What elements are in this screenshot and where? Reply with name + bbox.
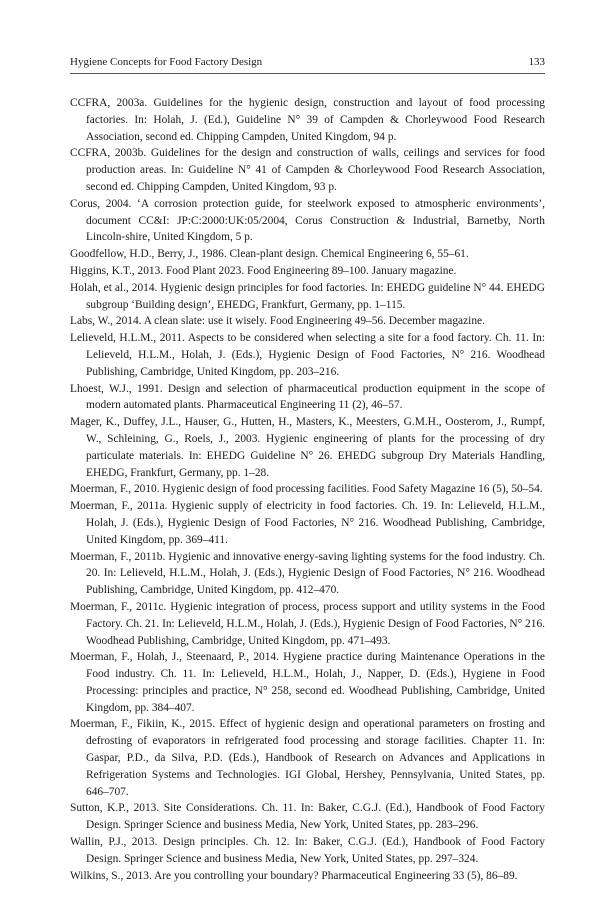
reference-item: Mager, K., Duffey, J.L., Hauser, G., Hutten, H., Masters, K., Meesters, G.M.H., Oosterom, J., Rumpf, W., Schleining, G., Roels, J., 2003. Hygienic engineering of plants for the processing of dry particulate materials. In: EHEDG Guideline N° 26. EHEDG subgroup Dry Materials Handling, EHEDG, Frankfurt, Germany, pp. 1–28. xyxy=(70,416,545,479)
chapter-title: Hygiene Concepts for Food Factory Design xyxy=(70,56,263,68)
page-number: 133 xyxy=(528,56,545,68)
reference-item: Goodfellow, H.D., Berry, J., 1986. Clean-plant design. Chemical Engineering 6, 55–61. xyxy=(70,248,469,261)
reference-item: Moerman, F., 2010. Hygienic design of food processing facilities. Food Safety Magazine 16 (5), 50–54. xyxy=(70,483,543,496)
reference-item: Labs, W., 2014. A clean slate: use it wisely. Food Engineering 49–56. December magazine. xyxy=(70,315,485,328)
reference-item: Moerman, F., Fikiin, K., 2015. Effect of hygienic design and operational parameters on frosting and defrosting of evaporators in refrigerated food processing and storage facilities. Chapter 11. In: Gaspar, P.D., da Silva, P.D. (Eds.), Handbook of Research on Advances and Applications in Refrigeration Systems and Technologies. IGI Global, Hershey, Pennsylvania, United States, pp. 646–707. xyxy=(70,718,545,798)
reference-item: Wilkins, S., 2013. Are you controlling your boundary? Pharmaceutical Engineering 33 (5), 86–89. xyxy=(70,869,518,882)
reference-item: Moerman, F., 2011c. Hygienic integration of process, process support and utility systems in the Food Factory. Ch. 21. In: Lelieveld, H.L.M., Holah, J. (Eds.), Hygienic Design of Food Factories, N° 216. Woodhead Publishing, Cambridge, United Kingdom, pp. 471–493. xyxy=(70,600,545,647)
reference-item: Lhoest, W.J., 1991. Design and selection of pharmaceutical production equipment in the scope of modern automated plants. Pharmaceutical Engineering 11 (2), 46–57. xyxy=(70,382,545,412)
header-rule xyxy=(70,73,545,74)
reference-item: Lelieveld, H.L.M., 2011. Aspects to be considered when selecting a site for a food factory. Ch. 11. In: Lelieveld, H.L.M., Holah, J. (Eds.), Hygienic Design of Food Factories, N° 216. Woodhead Publishing, Cambridge, United Kingdom, pp. 203–216. xyxy=(70,332,545,378)
running-header xyxy=(70,55,545,73)
reference-item: Moerman, F., 2011b. Hygienic and innovative energy-saving lighting systems for the food industry. Ch. 20. In: Lelieveld, H.L.M., Holah, J. (Eds.), Hygienic Design of Food Factories, N° 216. Woodhead Publishing, Cambridge, United Kingdom, pp. 412–470. xyxy=(70,550,545,597)
reference-item: Moerman, F., Holah, J., Steenaard, P., 2014. Hygiene practice during Maintenance Operations in the Food industry. Ch. 11. In: Lelieveld, H.L.M., Holah, J., Napper, D. (Eds.), Hygiene in Food Processing: principles and practice, N° 258, second ed. Woodhead Publishing, Cambridge, United Kingdom, pp. 384–407. xyxy=(70,651,545,714)
reference-item: CCFRA, 2003a. Guidelines for the hygienic design, construction and layout of food processing factories. In: Holah, J. (Ed.), Guideline N° 39 of Campden & Chorleywood Food Research Association, second ed. Chipping Campden, United Kingdom, 94 p. xyxy=(70,97,545,143)
reference-item: Wallin, P.J., 2013. Design principles. Ch. 12. In: Baker, C.G.J. (Ed.), Handbook of Food Factory Design. Springer Science and business Media, New York, United States, pp. 297–324. xyxy=(70,836,545,865)
reference-item: CCFRA, 2003b. Guidelines for the design and construction of walls, ceilings and services for food production areas. In: Guideline N° 41 of Campden & Chorleywood Food Research Association, second ed. Chipping Campden, United Kingdom, 93 p. xyxy=(70,147,545,193)
reference-item: Higgins, K.T., 2013. Food Plant 2023. Food Engineering 89–100. January magazine. xyxy=(70,264,457,277)
reference-item: Moerman, F., 2011a. Hygienic supply of electricity in food factories. Ch. 19. In: Lelieveld, H.L.M., Holah, J. (Eds.), Hygienic Design of Food Factories, N° 216. Woodhead Publishing, Cambridge, United Kingdom, pp. 369–411. xyxy=(70,500,545,546)
reference-item: Holah, et al., 2014. Hygienic design principles for food factories. In: EHEDG guideline N° 44. EHEDG subgroup ‘Building design’, EHEDG, Frankfurt, Germany, pp. 1–115. xyxy=(70,281,545,311)
reference-item: Corus, 2004. ‘A corrosion protection guide, for steelwork exposed to atmospheric environments’, document CC&I: JP:C:2000:UK:05/2004, Corus Construction & Industrial, Barnetby, North Lincoln-shire, United Kingdom, 5 p. xyxy=(70,197,545,244)
reference-list xyxy=(70,95,545,884)
reference-item: Sutton, K.P., 2013. Site Considerations. Ch. 11. In: Baker, C.G.J. (Ed.), Handbook of Food Factory Design. Springer Science and business Media, New York, United States, pp. 283–296. xyxy=(70,802,545,832)
